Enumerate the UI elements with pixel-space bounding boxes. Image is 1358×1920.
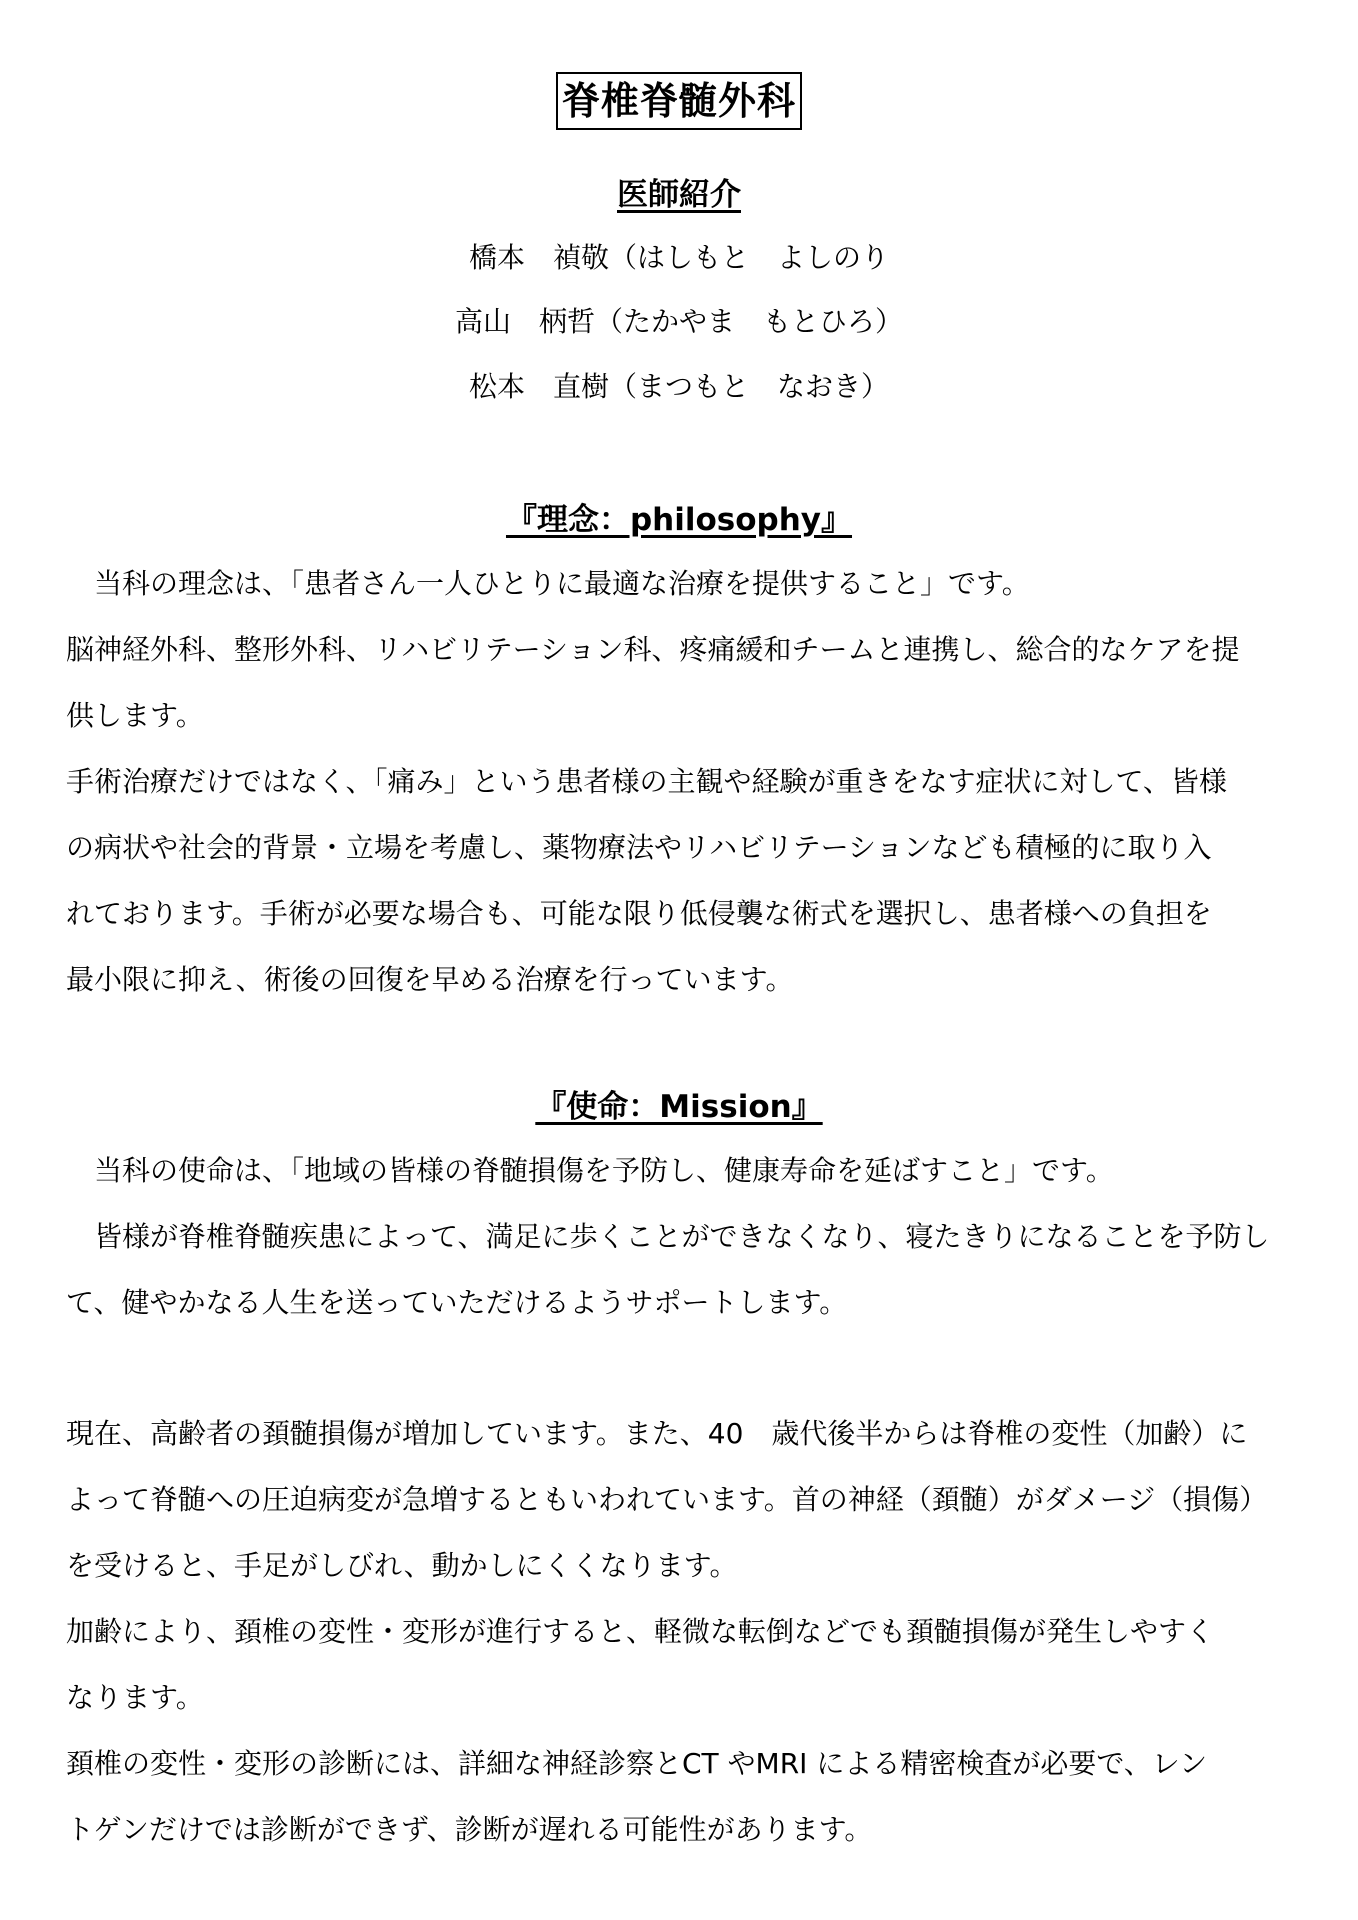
doctors-heading: 医師紹介 <box>617 177 741 213</box>
philosophy-paragraph <box>66 617 1306 749</box>
text-line: 頚椎の変性・変形の診断には、詳細な神経診察とCT やMRI による精密検査が必要で、レン <box>66 1747 1208 1780</box>
current-paragraph <box>66 1401 1306 1599</box>
text-line: 加齢により、頚椎の変性・変形が進行すると、軽微な転倒などでも頚髄損傷が発生しやすく <box>66 1615 1215 1648</box>
current-paragraph <box>66 1599 1306 1731</box>
philosophy-heading: 『理念：philosophy』 <box>505 502 853 538</box>
doctor-name: 高山 柄哲（たかやま もとひろ） <box>454 305 903 338</box>
mission-paragraph <box>66 1138 1306 1204</box>
text-line: を受けると、手足がしびれ、動かしにくくなります。 <box>66 1549 738 1582</box>
title-wrap <box>0 72 1358 130</box>
text-line: 供します。 <box>66 699 204 732</box>
philosophy-paragraph <box>66 551 1306 617</box>
current-paragraph <box>66 1731 1306 1863</box>
text-line: 最小限に抑え、術後の回復を早める治療を行っています。 <box>66 963 794 996</box>
mission-heading: 『使命：Mission』 <box>535 1089 823 1125</box>
text-line: 手術治療だけではなく、「痛み」という患者様の主観や経験が重きをなす症状に対して、皆様 <box>66 765 1227 798</box>
text-line: なります。 <box>66 1681 204 1714</box>
mission-paragraph <box>66 1204 1306 1336</box>
text-line: 皆様が脊椎脊髄疾患によって、満足に歩くことができなくなり、寝たきりになることを予防し <box>66 1220 1270 1253</box>
text-line: 脳神経外科、整形外科、リハビリテーション科、疼痛緩和チームと連携し、総合的なケアを提 <box>66 633 1240 666</box>
text-line: の病状や社会的背景・立場を考慮し、薬物療法やリハビリテーションなども積極的に取り入 <box>66 831 1212 864</box>
page-title: 脊椎脊髄外科 <box>556 72 802 130</box>
doctor-name: 橋本 禎敬（はしもと よしのり <box>468 241 889 274</box>
text-line: 現在、高齢者の頚髄損傷が増加しています。また、40 歳代後半からは脊椎の変性（加齢）に <box>66 1417 1248 1450</box>
text-line: 当科の使命は、「地域の皆様の脊髄損傷を予防し、健康寿命を延ばすこと」です。 <box>66 1154 1114 1187</box>
text-line: 当科の理念は、「患者さん一人ひとりに最適な治療を提供すること」です。 <box>66 567 1030 600</box>
doctor-name: 松本 直樹（まつもと なおき） <box>468 370 889 403</box>
text-line: て、健やかなる人生を送っていただけるようサポートします。 <box>66 1286 848 1319</box>
text-line: れております。手術が必要な場合も、可能な限り低侵襲な術式を選択し、患者様への負担を <box>66 897 1212 930</box>
philosophy-paragraph <box>66 749 1306 1013</box>
text-line: トゲンだけでは診断ができず、診断が遅れる可能性があります。 <box>66 1813 873 1846</box>
text-line: よって脊髄への圧迫病変が急増するともいわれています。首の神経（頚髄）がダメージ（損傷） <box>66 1483 1268 1516</box>
